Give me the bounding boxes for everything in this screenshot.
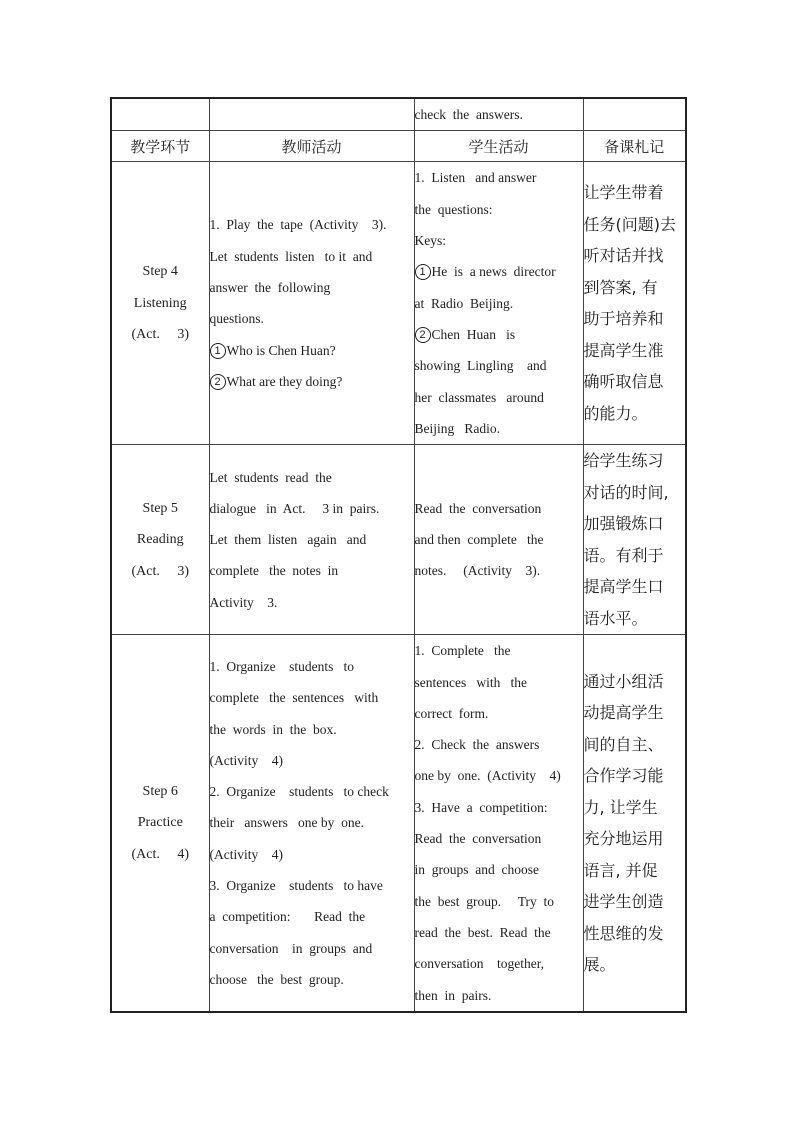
student-line: Read the conversation (414, 500, 542, 516)
teacher-line: a competition: Read the (209, 909, 366, 925)
step4-stage (111, 162, 209, 445)
note-line: 提高学生准 (583, 340, 664, 360)
student-line: read the best. Read the (414, 924, 551, 940)
teacher-line: dialogue in Act. 3 in pairs. (209, 500, 380, 516)
student-key (415, 256, 583, 287)
student-cell (414, 98, 583, 131)
student-line: Beijing Radio. (414, 420, 500, 436)
student-line: in groups and choose (414, 862, 539, 878)
circled-number: 2 (210, 374, 226, 390)
teacher-line: complete the sentences with (209, 690, 379, 706)
step-activity: (Act. 3) (131, 563, 190, 579)
student-line: and then complete the (414, 532, 544, 548)
student-line: check the answers. (414, 107, 523, 122)
note-line: 展。 (583, 955, 616, 975)
stage-cell (111, 98, 209, 131)
header-student: 学生活动 (414, 131, 583, 162)
student-line: sentences with the (414, 674, 527, 690)
circled-number: 1 (210, 343, 226, 359)
student-line: correct form. (414, 705, 489, 721)
step5-stage (111, 445, 209, 635)
circled-number: 1 (415, 264, 431, 280)
question-text: What are they doing? (226, 373, 343, 389)
teacher-cell (209, 98, 414, 131)
step-number: Step 6 (142, 783, 178, 799)
teacher-line: (Activity 4) (209, 752, 283, 768)
student-line: 1. Complete the (414, 643, 511, 659)
step5-row (111, 445, 686, 635)
step-number: Step 4 (142, 264, 178, 280)
note-line: 语。有利于 (583, 545, 664, 565)
note-line: 的能力。 (583, 403, 648, 423)
step-name: Practice (137, 815, 183, 831)
teacher-line: 2. Organize students to check (209, 784, 389, 800)
header-teacher: 教师活动 (209, 131, 414, 162)
student-line: 2. Check the answers (414, 737, 540, 753)
note-line: 到答案, 有 (583, 277, 658, 297)
step-activity: (Act. 4) (131, 846, 190, 862)
teacher-line: questions. (209, 311, 264, 327)
continuation-row (111, 98, 686, 131)
header-stage: 教学环节 (111, 131, 209, 162)
teacher-line: choose the best group. (209, 971, 344, 987)
teacher-line: Activity 3. (209, 594, 278, 610)
note-line: 提高学生口 (583, 577, 664, 597)
note-line: 语水平。 (583, 608, 648, 628)
key-text: Chen Huan is (431, 326, 516, 342)
student-line: notes. (Activity 3). (414, 563, 541, 579)
teacher-line: 3. Organize students to have (209, 878, 383, 894)
note-line: 性思维的发 (583, 923, 664, 943)
note-line: 给学生练习 (583, 451, 664, 471)
lesson-plan-table (110, 97, 687, 1013)
student-line: showing Lingling and (414, 358, 547, 374)
note-line: 语言, 并促 (583, 860, 658, 880)
student-line: one by one. (Activity 4) (414, 768, 561, 784)
teacher-line: answer the following (209, 280, 331, 295)
teacher-line: complete the notes in (209, 563, 339, 579)
student-line: her classmates around (414, 389, 544, 405)
note-line: 动提高学生 (583, 703, 664, 723)
student-line: then in pairs. (414, 987, 492, 1003)
teacher-line: Let students listen to it and (209, 248, 373, 264)
note-line: 对话的时间, (583, 482, 669, 502)
step-activity: (Act. 3) (131, 327, 190, 343)
student-line: Read the conversation (414, 831, 542, 847)
step4-row (111, 162, 686, 445)
step5-notes (583, 445, 686, 635)
notes-cell (583, 98, 686, 131)
student-key (415, 319, 583, 350)
circled-number: 2 (415, 327, 431, 343)
note-line: 合作学习能 (583, 766, 664, 786)
note-line: 让学生带着 (583, 183, 664, 203)
step-name: Reading (136, 532, 184, 548)
note-line: 进学生创造 (583, 892, 664, 912)
teacher-line: Let them listen again and (209, 532, 367, 548)
step4-notes (583, 162, 686, 445)
step5-teacher (209, 445, 414, 635)
note-line: 力, 让学生 (583, 797, 658, 817)
note-line: 听对话并找 (583, 246, 664, 266)
teacher-line: 1. Play the tape (Activity 3). (209, 217, 387, 233)
note-line: 充分地运用 (583, 829, 664, 849)
step6-row (111, 635, 686, 1012)
teacher-line: the words in the box. (209, 721, 337, 737)
student-line: the best group. Try to (414, 893, 555, 909)
teacher-question (210, 366, 414, 397)
note-line: 任务(问题)去 (583, 214, 676, 234)
step6-stage (111, 635, 209, 1012)
teacher-line: 1. Organize students to (209, 658, 354, 674)
header-notes: 备课札记 (583, 131, 686, 162)
teacher-question (210, 335, 414, 366)
teacher-line: conversation in groups and (209, 940, 373, 956)
step-name: Listening (133, 295, 187, 311)
note-line: 通过小组活 (583, 671, 664, 691)
student-line: conversation together, (414, 956, 545, 972)
teacher-line: their answers one by one. (209, 815, 364, 831)
question-text: Who is Chen Huan? (226, 342, 336, 358)
step4-teacher (209, 162, 414, 445)
step5-student (414, 445, 583, 635)
step-number: Step 5 (142, 500, 178, 516)
step4-student (414, 162, 583, 445)
note-line: 确听取信息 (583, 372, 664, 392)
student-line: the questions: (414, 201, 493, 217)
student-line: 3. Have a competition: (414, 799, 548, 815)
student-line: at Radio Beijing. (414, 295, 514, 311)
note-line: 助于培养和 (583, 309, 664, 329)
step6-student (414, 635, 583, 1012)
step6-teacher (209, 635, 414, 1012)
teacher-line: Let students read the (209, 469, 332, 485)
student-line: 1. Listen and answer (414, 170, 537, 186)
note-line: 间的自主、 (583, 734, 664, 754)
student-line: Keys: (414, 233, 446, 249)
note-line: 加强锻炼口 (583, 514, 664, 534)
teacher-line: (Activity 4) (209, 846, 283, 862)
header-row (111, 131, 686, 162)
step6-notes (583, 635, 686, 1012)
key-text: He is a news director (431, 264, 556, 280)
